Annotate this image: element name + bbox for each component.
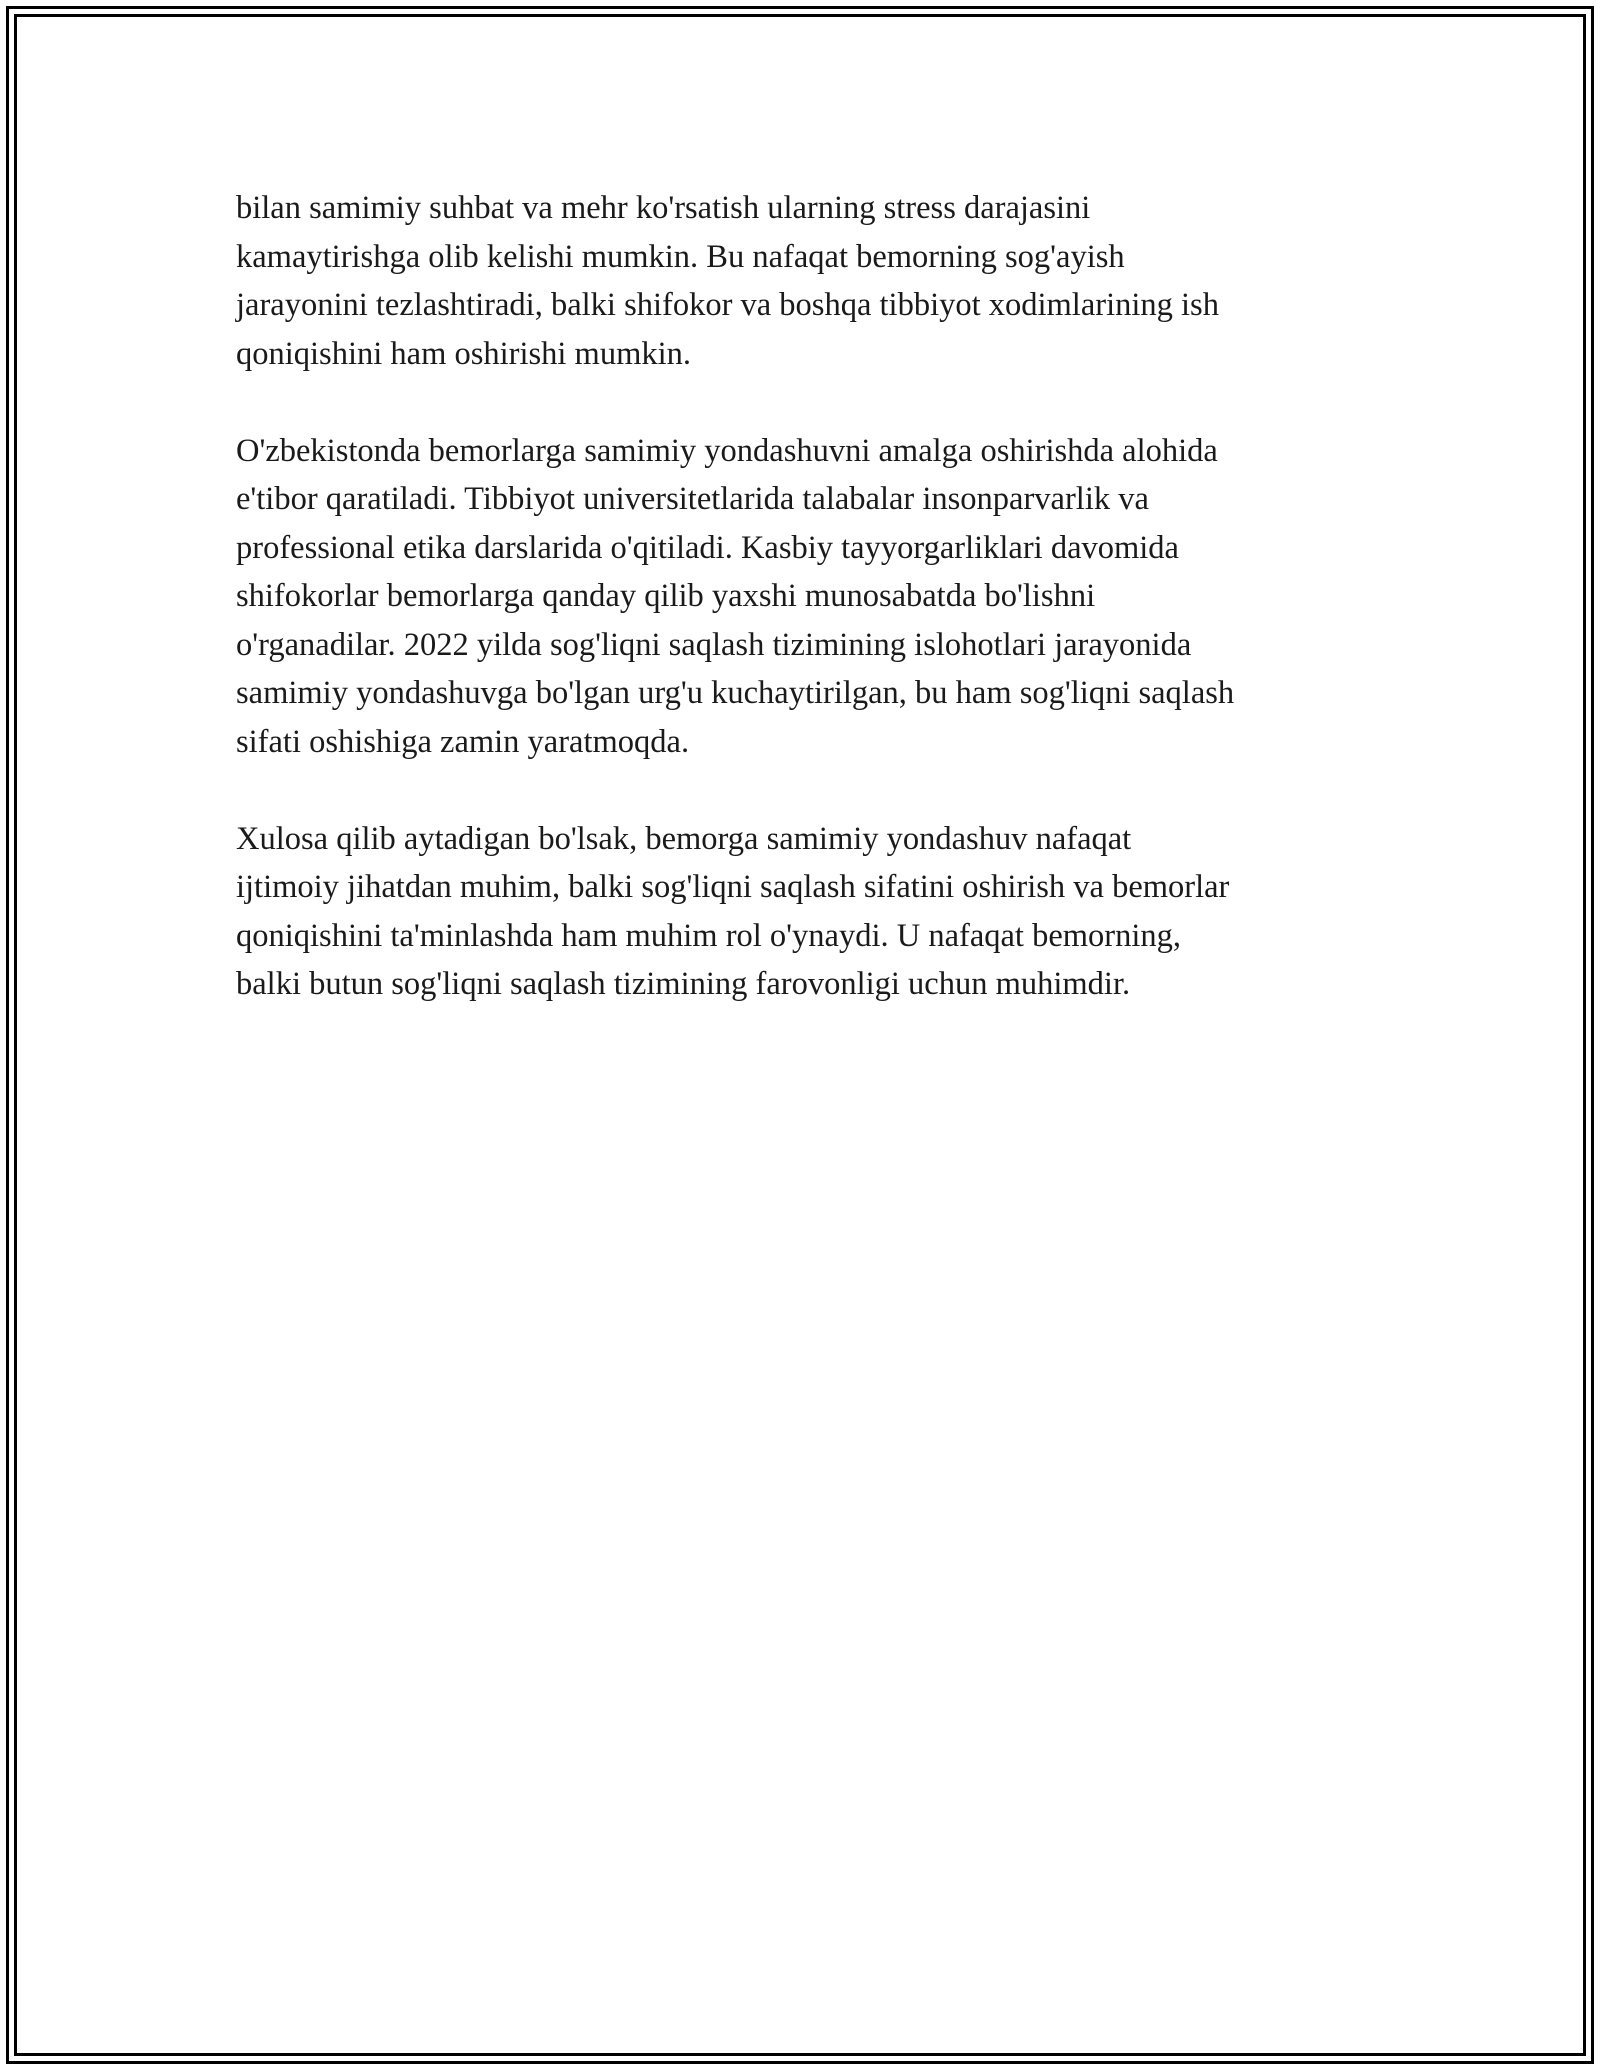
- document-body: [236, 184, 1386, 1057]
- paragraph-continuation: bilan samimiy suhbat va mehr ko'rsatish ularning stress darajasini kamaytirishga olib kelishi mumkin. Bu nafaqat bemorning sog'ayish jarayonini tezlashtiradi, balki shifokor va boshqa tibbiyot xodimlarining ish qoniqishini ham oshirishi mumkin.: [236, 190, 1219, 372]
- paragraph-conclusion: Xulosa qilib aytadigan bo'lsak, bemorga samimiy yondashuv nafaqat ijtimoiy jihatdan muhim, balki sog'liqni saqlash sifatini oshirish va bemorlar qoniqishini ta'minlashda ham muhim rol o'ynaydi. U nafaqat bemorning, balki butun sog'liqni saqlash tizimining farovonligi uchun muhimdir.: [236, 820, 1230, 1002]
- paragraph-uzbekistan-approach: O'zbekistonda bemorlarga samimiy yondashuvni amalga oshirishda alohida e'tibor qaratiladi. Tibbiyot universitetlarida talabalar insonparvarlik va professional etika darslarida o'qitiladi. Kasbiy tayyorgarliklari davomida shifokorlar bemorlarga qanday qilib yaxshi munosabatda bo'lishni o'rganadilar. 2022 yilda sog'liqni saqlash tizimining islohotlari jarayonida samimiy yondashuvga bo'lgan urg'u kuchaytirilgan, bu ham sog'liqni saqlash sifati oshishiga zamin yaratmoqda.: [236, 432, 1235, 760]
